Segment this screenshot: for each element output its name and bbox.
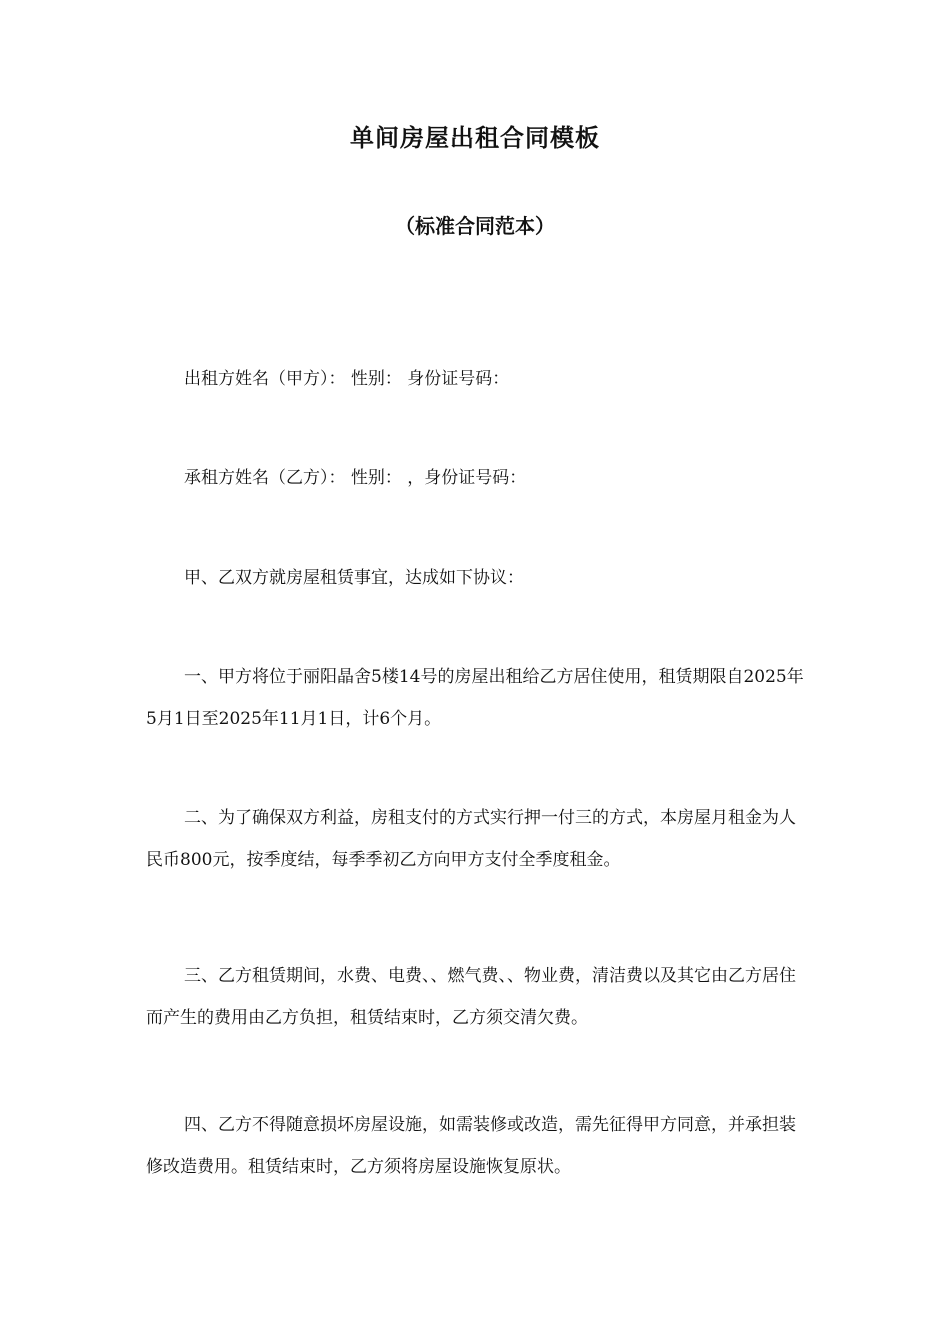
- paragraph-lessee-info: 承租方姓名（乙方）： 性别： ，身份证号码：: [184, 468, 527, 488]
- paragraph-clause-3: 三、乙方租赁期间，水费、电费、、燃气费、、物业费，清洁费以及其它由乙方居住而产生的费用由乙方负担，租赁结束时，乙方须交清欠费。: [146, 966, 796, 1028]
- document-title: 单间房屋出租合同模板: [350, 124, 600, 152]
- paragraph-agreement-intro: 甲、乙双方就房屋租赁事宜，达成如下协议：: [184, 568, 524, 588]
- paragraph-clause-4: 四、乙方不得随意损坏房屋设施，如需装修或改造，需先征得甲方同意，并承担装修改造费用。租赁结束时，乙方须将房屋设施恢复原状。: [146, 1115, 796, 1177]
- paragraph-clause-1: 一、甲方将位于丽阳晶舍5楼14号的房屋出租给乙方居住使用，租赁期限自2025年5月1日至2025年11月1日，计6个月。: [146, 667, 804, 729]
- document-subtitle: （标准合同范本）: [395, 214, 555, 238]
- paragraph-clause-2: 二、为了确保双方利益，房租支付的方式实行押一付三的方式，本房屋月租金为人民币800元，按季度结，每季季初乙方向甲方支付全季度租金。: [146, 808, 796, 870]
- paragraph-lessor-info: 出租方姓名（甲方）： 性别： 身份证号码：: [184, 369, 510, 389]
